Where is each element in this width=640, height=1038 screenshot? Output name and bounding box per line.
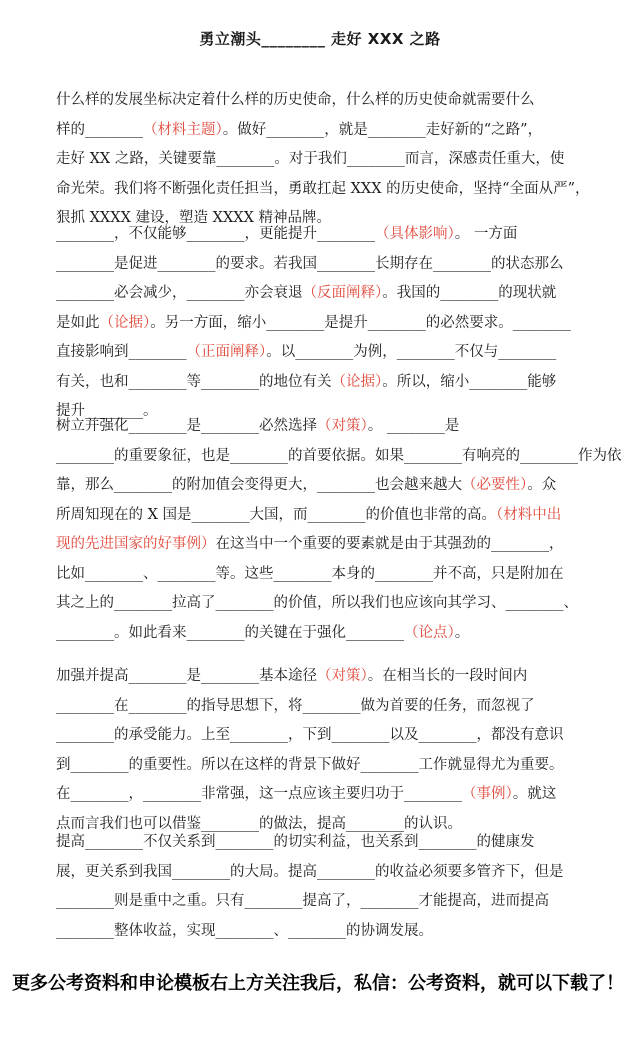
text-line (56, 412, 556, 442)
paragraph-intro (56, 86, 590, 234)
text-line (56, 530, 564, 560)
annotation-label: （材料中出 (496, 506, 562, 523)
text-line (56, 279, 556, 309)
paragraph-strategy-two (56, 662, 564, 839)
text-line (56, 368, 556, 398)
text-line (56, 250, 564, 280)
text-line (56, 560, 564, 590)
text-segment: ________整体收益，实现________、________的协调发展。 (56, 922, 433, 939)
text-segment: 狠抓 XXXX 建设，塑造 XXXX 精神品牌。 (56, 210, 332, 226)
text-line (56, 220, 556, 250)
text-line (56, 175, 590, 205)
text-segment: 靠，那么________的附加值会变得更大，________也会越来越大 (56, 477, 462, 493)
text-segment: 。所以，缩小________能够 (382, 373, 557, 390)
text-segment: ________。如此看来________的关键在于强化________ (56, 624, 404, 641)
text-segment: 。 (454, 624, 470, 641)
text-line (56, 917, 556, 947)
text-line (56, 116, 556, 146)
text-segment: 什么样的发展坐标决定着什么样的历史使命，什么样的历史使命就需要什么 (56, 92, 535, 108)
text-segment: 提升________。 (56, 403, 158, 419)
annotation-label: （具体影响） (375, 226, 455, 242)
text-line (56, 662, 556, 692)
text-line (56, 145, 565, 175)
text-segment: 直接影响到________ (56, 344, 187, 360)
text-segment: ________必会减少，________亦会衰退 (56, 285, 303, 301)
text-segment: 。做好________，就是________走好新的“之路”， (222, 121, 543, 138)
text-segment: 其之上的________拉高了________的价值，所以我们也应该向其学习、________、 (56, 595, 578, 611)
text-segment: 有关，也和________等________的地位有关 (56, 373, 332, 390)
text-line (56, 619, 556, 649)
text-line (56, 828, 556, 858)
annotation-label: （论点） (404, 624, 455, 641)
paragraph-conclusion (56, 828, 564, 946)
text-line (56, 338, 556, 368)
text-line (56, 471, 556, 501)
text-line (56, 751, 564, 781)
text-line (56, 501, 562, 531)
text-segment: 点而言我们也可以借鉴________的做法，提高________的认识。 (56, 815, 462, 832)
text-segment: 在________，________非常强，这一点应该主要归功于________ (56, 786, 462, 802)
text-line (56, 692, 556, 722)
text-segment: ________则是重中之重。只有________提高了，________才能提高，进而提高 (56, 893, 549, 909)
annotation-label: （材料主题） (143, 121, 223, 138)
text-segment: 走好 XX 之路，关键要靠________。对于我们________而言，深感责任重大，使 (56, 151, 565, 167)
text-line (56, 442, 622, 472)
annotation-label: 现的先进国家的好事例） (56, 536, 216, 552)
text-line (56, 86, 556, 116)
annotation-label: （对策） (317, 418, 368, 434)
text-line (56, 858, 564, 888)
text-segment: ________是促进________的要求。若我国________长期存在________的状态那么 (56, 255, 564, 272)
text-segment: 命光荣。我们将不断强化责任担当，勇敢扛起 XXX 的历史使命，坚持“全面从严”， (56, 180, 590, 197)
text-segment: 加强并提高________是________基本途径 (56, 668, 317, 684)
annotation-label: （事例） (462, 786, 513, 802)
document-title: 勇立潮头________ 走好 XXX 之路 (199, 30, 441, 48)
annotation-label: （论据） (331, 373, 383, 390)
text-segment: 。 ________是 (367, 418, 460, 434)
text-segment: 。众 (527, 477, 557, 493)
annotation-label: （对策） (317, 668, 368, 684)
annotation-label: （论据） (99, 314, 151, 331)
text-segment: ________在________的指导思想下，将________做为首要的任务，而忽视了 (56, 697, 535, 714)
text-line (56, 780, 556, 810)
text-segment: 。我国的________的现状就 (382, 285, 557, 301)
text-line (56, 589, 578, 619)
paragraph-impact (56, 220, 571, 427)
text-segment: 。就这 (512, 786, 557, 802)
text-segment: 是如此 (56, 314, 100, 331)
text-segment: 提高________不仅关系到________的切实利益，也关系到________的健康发 (56, 834, 535, 850)
text-segment: 到________的重要性。所以在这样的背景下做好________工作就显得尤为重要。 (56, 756, 564, 773)
text-segment: 。在相当长的一段时间内 (367, 668, 528, 684)
text-segment: 展，更关系到我国________的大局。提高________的收益必须要多管齐下，但是 (56, 863, 564, 880)
text-segment: 在这当中一个重要的要素就是由于其强劲的________， (215, 536, 564, 552)
text-line (56, 309, 571, 339)
text-segment: 树立并强化________是________必然选择 (56, 418, 317, 434)
annotation-label: （正面阐释） (186, 344, 267, 360)
annotation-label: （反面阐释） (302, 285, 383, 301)
text-segment: 所周知现在的 X 国是________大国，而________的价值也非常的高。 (56, 506, 497, 523)
text-segment: ________的承受能力。上至________，下到________以及________，都没有意识 (56, 727, 564, 743)
text-line (56, 721, 564, 751)
footer-promo-text: 更多公考资料和申论模板右上方关注我后，私信：公考资料，就可以下载了！ (12, 973, 624, 994)
text-segment: 。 一方面 (454, 226, 518, 242)
text-segment: ________，不仅能够________，更能提升________ (56, 226, 375, 242)
annotation-label: （必要性） (462, 477, 528, 493)
text-segment: 。以________为例，________不仅与________ (266, 344, 557, 360)
text-segment: 样的________ (56, 121, 143, 138)
text-segment: ________的重要象征，也是________的首要依据。如果________有响亮的________作为依 (56, 447, 622, 464)
text-segment: 。另一方面，缩小________是提升________的必然要求。________ (150, 314, 571, 331)
text-line (56, 887, 556, 917)
paragraph-strategy-one (56, 412, 622, 648)
text-segment: 比如________、________等。这些________本身的________并不高，只是附加在 (56, 565, 564, 582)
